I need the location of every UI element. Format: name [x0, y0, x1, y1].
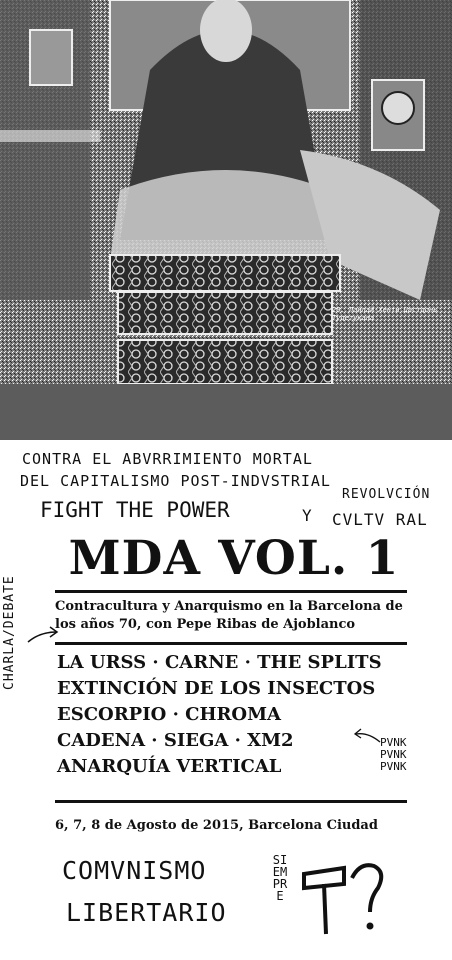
photo-caption: 20. Лайлай-Хенти Цастдонь Тудетукана — [332, 306, 438, 322]
punk-note — [380, 737, 407, 773]
throne-photo — [0, 0, 452, 440]
handwritten-line-1: CONTRA EL ABVRRIMIENTO MORTAL — [22, 450, 313, 468]
punk-word: PVNK — [380, 760, 407, 773]
punk-word: PVNK — [380, 736, 407, 749]
handwritten-conjunction: Y — [302, 506, 313, 525]
band-lineup — [57, 650, 417, 780]
handwritten-cultural: CVLTV RAL — [332, 510, 428, 529]
punk-word: PVNK — [380, 748, 407, 761]
divider — [55, 800, 407, 803]
band-line: ANARQUÍA VERTICAL — [57, 756, 282, 777]
divider — [55, 642, 407, 645]
vertical-slogan: SIEMPRE — [272, 853, 288, 903]
handwritten-revolucion: REVOLVCIÓN — [342, 487, 431, 502]
slogan-line-1: COMVNISMO — [62, 856, 207, 885]
side-note: CHARLA/DEBATE — [2, 575, 17, 690]
band-line: CADENA · SIEGA · XM2 — [57, 730, 294, 751]
slogan-line-2: LIBERTARIO — [66, 898, 227, 927]
band-line: ESCORPIO · CHROMA — [57, 704, 281, 725]
event-subtitle: Contracultura y Anarquismo en la Barcelona de los años 70, con Pepe Ribas de Ajoblanco — [55, 599, 403, 632]
band-line: EXTINCIÓN DE LOS INSECTOS — [57, 678, 376, 699]
handwritten-line-3: FIGHT THE POWER — [40, 498, 230, 522]
hammer-question-icon — [300, 858, 390, 938]
band-line: LA URSS · CARNE · THE SPLITS — [57, 652, 382, 673]
poster-title: MDA VOL. 1 — [68, 531, 400, 586]
handwritten-line-2: DEL CAPITALISMO POST-INDVSTRIAL — [20, 472, 331, 490]
divider — [55, 590, 407, 593]
arrow-icon — [26, 622, 62, 646]
arrow-icon — [352, 728, 382, 748]
event-date: 6, 7, 8 de Agosto de 2015, Barcelona Ciudad — [55, 818, 378, 833]
poster-photo — [0, 0, 452, 440]
